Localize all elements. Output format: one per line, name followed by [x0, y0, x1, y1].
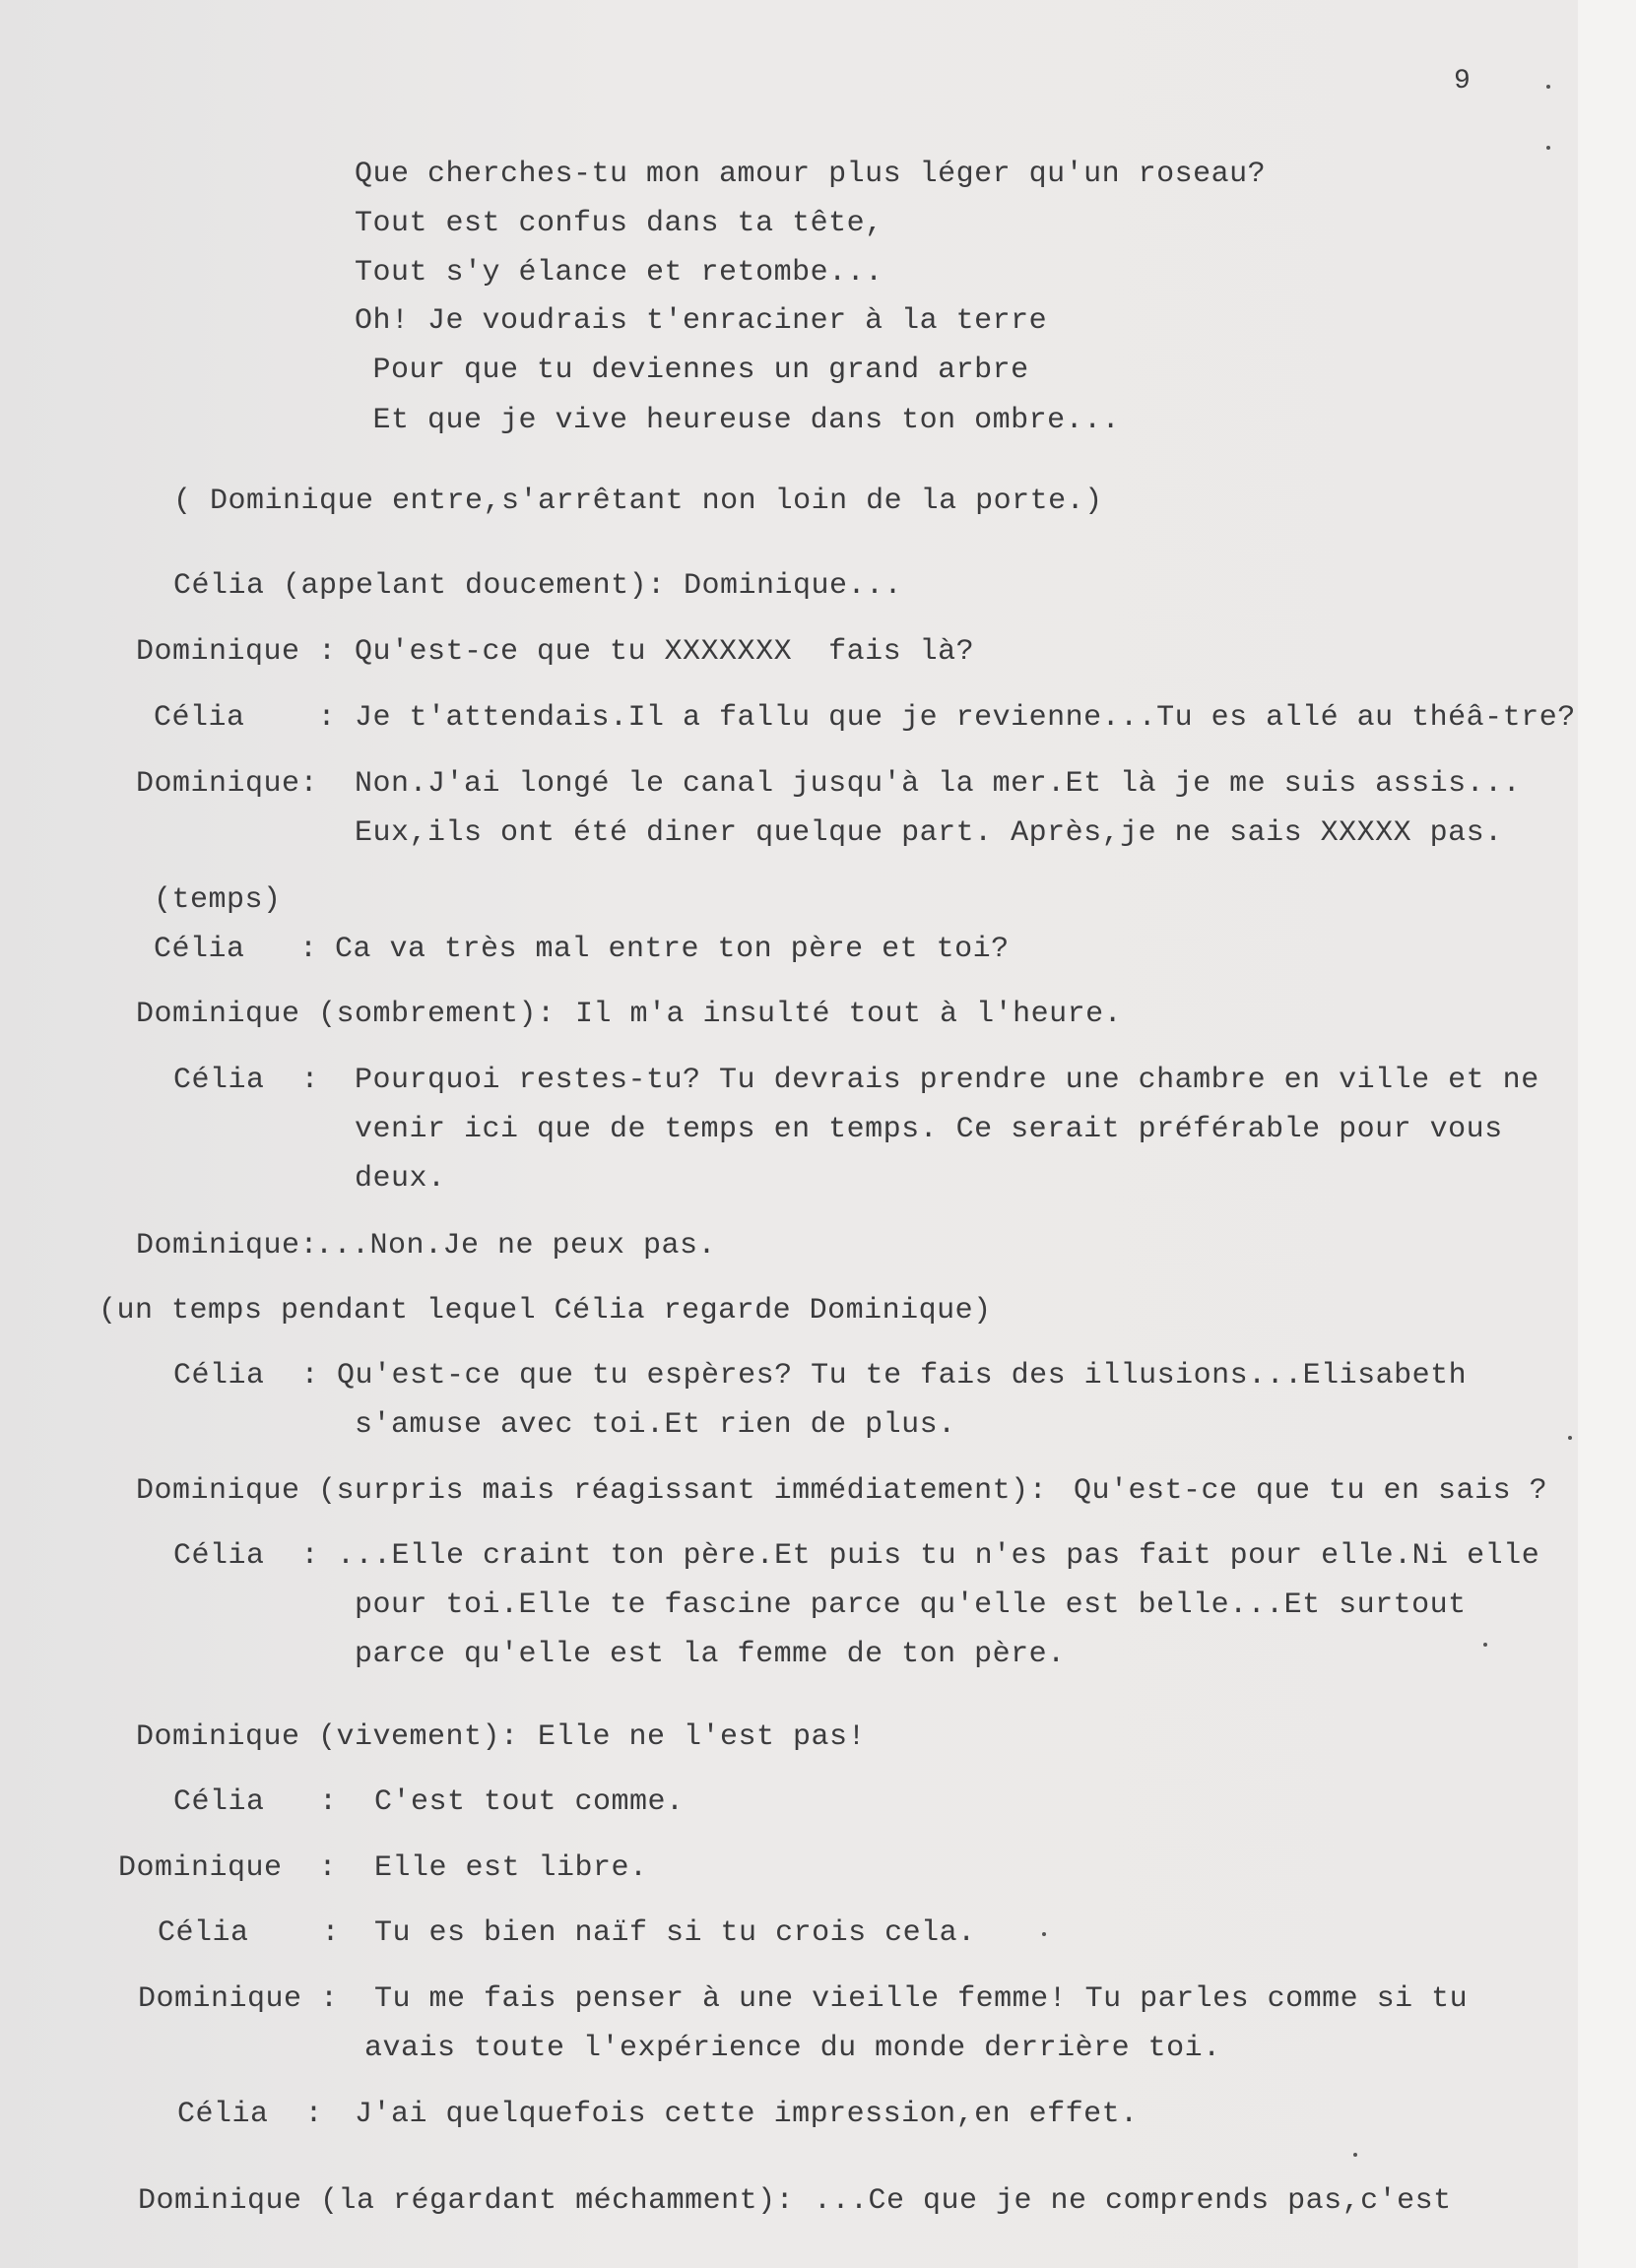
line-text: Je t'attendais.Il a fallu que je revienne...Tu es allé au théâ-tre? — [355, 701, 1576, 735]
paper-speck — [1353, 2153, 1357, 2157]
verse-line: Tout est confus dans ta tête, — [355, 207, 883, 240]
speaker: Dominique : — [138, 1982, 339, 2016]
paper-speck — [1546, 146, 1550, 150]
paper-speck — [1568, 1436, 1572, 1440]
line-text: Eux,ils ont été diner quelque part. Après,je ne sais XXXXX pas. — [355, 816, 1503, 850]
line-text: Tu es bien naïf si tu crois cela. — [374, 1916, 976, 1950]
speaker: Célia : — [154, 933, 318, 966]
line-text: ...Elle craint ton père.Et puis tu n'es pas fait pour elle.Ni elle — [337, 1539, 1540, 1573]
verse-line: Pour que tu deviennes un grand arbre — [355, 354, 1029, 387]
line-text: Qu'est-ce que tu XXXXXXX fais là? — [355, 635, 975, 669]
line-text: C'est tout comme. — [374, 1785, 685, 1819]
line-text: Il m'a insulté tout à l'heure. — [575, 998, 1123, 1031]
speaker: Dominique (sombrement): — [136, 998, 556, 1031]
line-text: s'amuse avec toi.Et rien de plus. — [355, 1408, 956, 1442]
line-text: parce qu'elle est la femme de ton père. — [355, 1638, 1066, 1671]
verse-line: Et que je vive heureuse dans ton ombre... — [355, 404, 1121, 437]
speaker: Célia : — [154, 701, 337, 735]
speaker: Dominique (surpris mais réagissant immédiatement): — [136, 1474, 1048, 1508]
speaker: Célia : — [177, 2098, 324, 2131]
stage-direction: ( Dominique entre,s'arrêtant non loin de la porte.) — [173, 485, 1103, 518]
line-text: Qu'est-ce que tu en sais ? — [1074, 1474, 1548, 1508]
speaker: Dominique: — [136, 1229, 319, 1263]
line-text: Non.J'ai longé le canal jusqu'à la mer.Et là je me suis assis... — [355, 767, 1522, 801]
page-number: 9 — [1454, 66, 1472, 97]
speaker: Célia : — [173, 1064, 320, 1097]
line-text: deux. — [355, 1162, 446, 1196]
speaker: Célia : — [173, 1785, 338, 1819]
page-edge — [1578, 0, 1636, 2268]
paper-speck — [1042, 1932, 1046, 1936]
speaker: Dominique : — [136, 635, 337, 669]
line-text: pour toi.Elle te fascine parce qu'elle est belle...Et surtout — [355, 1588, 1467, 1622]
line-text: Tu me fais penser à une vieille femme! Tu parles comme si tu — [374, 1982, 1469, 2016]
paper-speck — [1546, 85, 1550, 89]
verse-line: Oh! Je voudrais t'enraciner à la terre — [355, 304, 1048, 338]
line-text: Qu'est-ce que tu espères? Tu te fais des illusions...Elisabeth — [337, 1359, 1468, 1393]
stage-direction: (un temps pendant lequel Célia regarde Dominique) — [98, 1294, 992, 1328]
paper-speck — [1483, 1643, 1487, 1647]
line-text: Elle ne l'est pas! — [538, 1720, 867, 1754]
speaker: Célia (appelant doucement): — [173, 569, 666, 603]
speaker: Dominique : — [118, 1851, 338, 1885]
stage-direction: (temps) — [154, 883, 282, 917]
speaker: Dominique (vivement): — [136, 1720, 519, 1754]
speaker: Célia : — [173, 1539, 320, 1573]
line-text: Elle est libre. — [374, 1851, 648, 1885]
line-text: Dominique... — [684, 569, 903, 603]
speaker: Dominique: — [136, 767, 319, 801]
speaker: Célia : — [173, 1359, 320, 1393]
line-text: Ca va très mal entre ton père et toi? — [335, 933, 1010, 966]
line-text: ...Ce que je ne comprends pas,c'est — [814, 2184, 1452, 2218]
line-text: ...Non.Je ne peux pas. — [315, 1229, 717, 1263]
speaker: Dominique (la régardant méchamment): — [138, 2184, 795, 2218]
line-text: J'ai quelquefois cette impression,en effet. — [355, 2098, 1139, 2131]
verse-line: Tout s'y élance et retombe... — [355, 256, 883, 290]
line-text: Pourquoi restes-tu? Tu devrais prendre une chambre en ville et ne — [355, 1064, 1539, 1097]
speaker: Célia : — [158, 1916, 341, 1950]
verse-line: Que cherches-tu mon amour plus léger qu'un roseau? — [355, 158, 1267, 191]
line-text: avais toute l'expérience du monde derrière toi. — [364, 2032, 1221, 2065]
line-text: venir ici que de temps en temps. Ce serait préférable pour vous — [355, 1113, 1503, 1146]
